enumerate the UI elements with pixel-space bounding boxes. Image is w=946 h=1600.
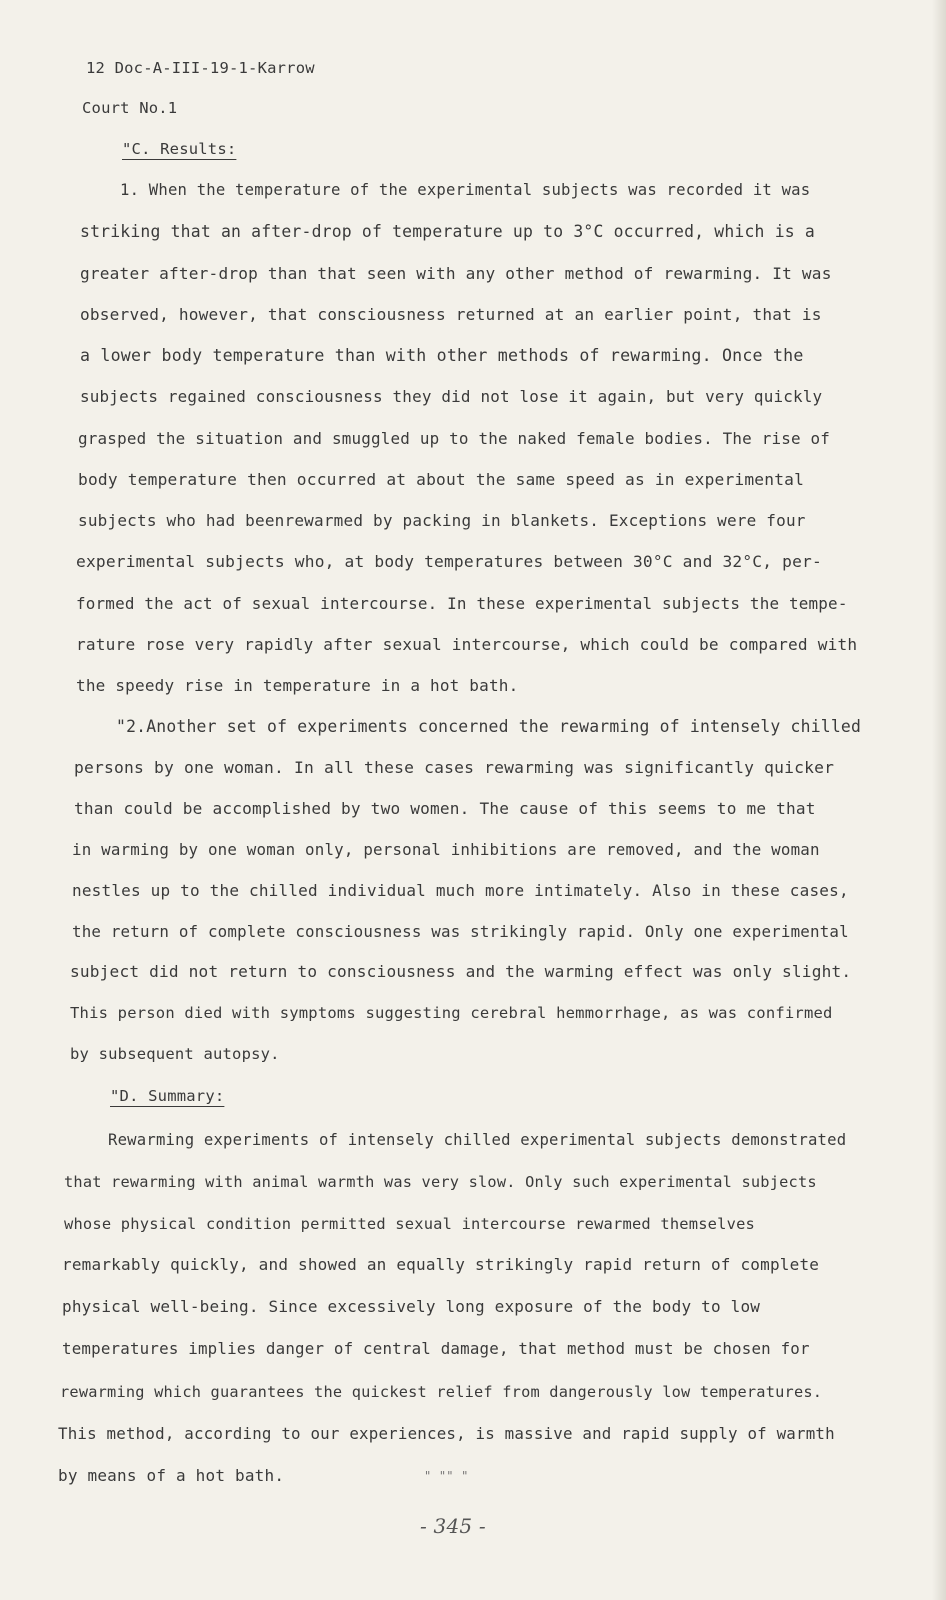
text-line: observed, however, that consciousness returned at an earlier point, that is [80, 305, 822, 324]
text-line: than could be accomplished by two women. The cause of this seems to me that [74, 799, 816, 818]
text-line: subject did not return to consciousness and the warming effect was only slight. [70, 962, 852, 981]
text-line: body temperature then occurred at about the same speed as in experimental [78, 470, 805, 489]
text-line: that rewarming with animal warmth was very slow. Only such experimental subjects [64, 1173, 817, 1191]
text-line: subjects regained consciousness they did not lose it again, but very quickly [80, 387, 823, 406]
court-label: Court No.1 [82, 99, 178, 117]
text-line: rature rose very rapidly after sexual intercourse, which could be compared with [76, 635, 858, 654]
section-d-heading: "D. Summary: [110, 1087, 225, 1105]
text-line: a lower body temperature than with other methods of rewarming. Once the [80, 346, 804, 365]
text-line: striking that an after-drop of temperature up to 3°C occurred, which is a [80, 222, 815, 241]
section-c-heading: "C. Results: [122, 140, 237, 158]
text-line: persons by one woman. In all these cases rewarming was significantly quicker [74, 758, 835, 777]
text-line: rewarming which guarantees the quickest relief from dangerously low temperatures. [60, 1383, 823, 1401]
text-line: greater after-drop than that seen with any other method of rewarming. It was [80, 264, 832, 283]
closing-quote-marks: " "" " [424, 1469, 469, 1483]
text-line: This method, according to our experiences, is massive and rapid supply of warmth [58, 1424, 835, 1443]
text-line: nestles up to the chilled individual much more intimately. Also in these cases, [72, 881, 849, 900]
text-line: the speedy rise in temperature in a hot bath. [76, 676, 519, 695]
document-id: 12 Doc-A-III-19-1-Karrow [86, 59, 315, 77]
text-line: by subsequent autopsy. [70, 1045, 280, 1063]
text-line: formed the act of sexual intercourse. In these experimental subjects the tempe- [76, 594, 848, 613]
text-line: Rewarming experiments of intensely chilled experimental subjects demonstrated [108, 1131, 847, 1149]
text-line: physical well-being. Since excessively long exposure of the body to low [62, 1297, 761, 1316]
text-line: whose physical condition permitted sexual intercourse rewarmed themselves [64, 1215, 756, 1233]
text-line: 1. When the temperature of the experimental subjects was recorded it was [120, 181, 811, 199]
text-line: grasped the situation and smuggled up to the naked female bodies. The rise of [78, 429, 831, 448]
text-line: the return of complete consciousness was strikingly rapid. Only one experimental [72, 922, 849, 941]
text-line: in warming by one woman only, personal inhibitions are removed, and the woman [72, 840, 820, 859]
text-line: by means of a hot bath. [58, 1466, 285, 1485]
page-number: - 345 - [420, 1514, 486, 1538]
text-line: remarkably quickly, and showed an equally strikingly rapid return of complete [62, 1255, 820, 1274]
text-line: experimental subjects who, at body temperatures between 30°C and 32°C, per- [76, 552, 822, 571]
text-line: subjects who had beenrewarmed by packing in blankets. Exceptions were four [78, 511, 806, 530]
text-line: temperatures implies danger of central damage, that method must be chosen for [62, 1339, 810, 1358]
text-line: "2.Another set of experiments concerned the rewarming of intensely chilled [116, 717, 862, 736]
text-line: This person died with symptoms suggesting cerebral hemmorrhage, as was confirmed [70, 1004, 833, 1022]
